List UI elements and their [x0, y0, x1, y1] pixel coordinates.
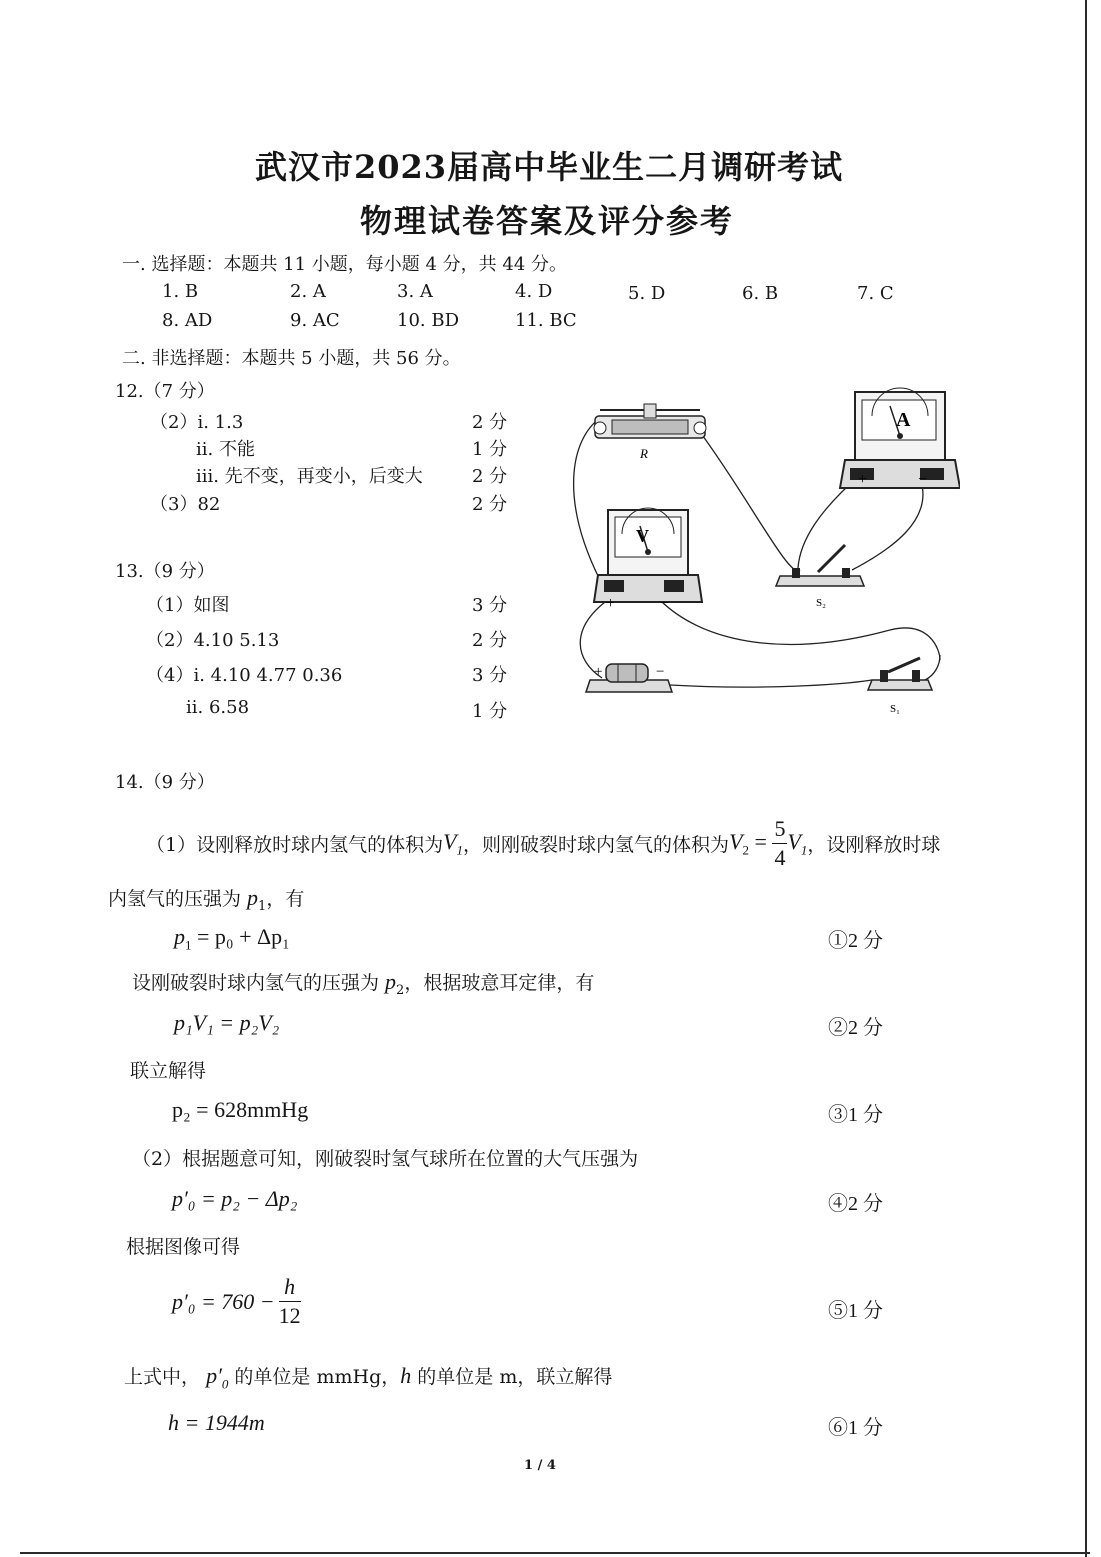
q12-row-label: （3）82 — [150, 494, 221, 515]
q13-row-score: 3 分 — [472, 595, 508, 616]
q13-row-label: （4）i. 4.10 4.77 0.36 — [146, 665, 343, 686]
q14-text3: 联立解得 — [130, 1060, 207, 1082]
switch-s1-label: S₁ — [890, 703, 900, 715]
mc-answer-8: 8. AD — [162, 310, 213, 331]
q12-row-label: （2）i. 1.3 — [150, 412, 244, 433]
var-v1: $V_1$ — [787, 828, 808, 858]
q13-row-label: （2）4.10 5.13 — [146, 630, 280, 651]
q13-row-label: ii. 6.58 — [186, 697, 250, 718]
equation-5: p′₀ = 760 − $\frac{h}{12}$ — [172, 1274, 301, 1328]
q12-row-score: 2 分 — [472, 412, 508, 433]
voltmeter-icon — [594, 508, 702, 602]
mark-5: ⑤1 分 — [828, 1300, 883, 1322]
rheostat-icon — [594, 404, 706, 438]
equation-1: $p_1 = p_0 + \Delta p_1$ — [174, 924, 290, 953]
mc-answer-2: 2. A — [290, 281, 326, 302]
ammeter-minus: − — [918, 471, 928, 488]
mc-answer-5: 5. D — [628, 283, 666, 304]
battery-minus: − — [656, 664, 665, 680]
fraction-5-4: $\frac{5}{4}$ — [774, 816, 786, 870]
exam-subtitle: 物理试卷答案及评分参考 — [360, 202, 735, 240]
q14-text4: （2）根据题意可知，刚破裂时氢气球所在位置的大气压强为 — [132, 1148, 639, 1170]
equation-3: p₂ = 628mmHg — [172, 1097, 309, 1122]
equation-4: p′₀ = p₂ − Δp₂ — [172, 1186, 298, 1211]
voltmeter-label: V — [636, 526, 649, 546]
voltmeter-plus: + — [606, 595, 616, 612]
mark-4: ④2 分 — [828, 1193, 883, 1215]
q12-title: 12.（7 分） — [115, 381, 215, 402]
mc-answer-6: 6. B — [742, 283, 779, 304]
q14-intro-line — [146, 818, 940, 869]
equation-2: p₁V₁ = p₂V₂ — [174, 1010, 280, 1035]
circuit-diagram — [560, 380, 960, 720]
mark-1: ①2 分 — [828, 930, 883, 952]
page-number: 1 / 4 — [524, 1458, 556, 1473]
mc-answer-3: 3. A — [397, 281, 433, 302]
q13-row-score: 3 分 — [472, 665, 508, 686]
mark-3: ③1 分 — [828, 1104, 883, 1126]
q13-row-score: 1 分 — [472, 701, 508, 722]
q14-title: 14.（9 分） — [115, 772, 215, 793]
q14-intro-b: ，则刚破裂时球内氢气的体积为 — [463, 834, 730, 856]
q12-row-score: 1 分 — [472, 439, 508, 460]
fraction-h-12: $\frac{h}{12}$ — [278, 1274, 301, 1328]
q13-row-score: 2 分 — [472, 630, 508, 651]
voltmeter-minus: − — [660, 595, 670, 612]
var-v1: $V_1$ — [443, 828, 464, 858]
q13-row-label: （1）如图 — [146, 595, 230, 616]
q14-text5: 根据图像可得 — [126, 1236, 241, 1258]
scan-edge-right — [1085, 0, 1087, 1557]
mark-2: ②2 分 — [828, 1017, 883, 1039]
scan-edge-bottom — [20, 1552, 1090, 1554]
exam-title: 武汉市2023届高中毕业生二月调研考试 — [255, 148, 844, 186]
mc-answer-4: 4. D — [515, 281, 553, 302]
switch-s1-icon — [868, 658, 932, 690]
q14-intro-a: （1）设刚释放时球内氢气的体积为 — [146, 834, 444, 856]
q12-row-score: 2 分 — [472, 494, 508, 515]
mc-answer-10: 10. BD — [397, 310, 460, 331]
battery-plus: + — [594, 664, 603, 680]
mc-answer-1: 1. B — [162, 281, 199, 302]
section1-heading: 一. 选择题：本题共 11 小题，每小题 4 分，共 44 分。 — [122, 254, 568, 275]
q12-row-label: ii. 不能 — [196, 439, 255, 460]
section2-heading: 二. 非选择题：本题共 5 小题，共 56 分。 — [122, 348, 461, 369]
mc-answer-7: 7. C — [857, 283, 894, 304]
rheostat-label: R — [640, 446, 648, 461]
mark-6: ⑥1 分 — [828, 1417, 883, 1439]
q14-text6-line: 上式中， $p'_0$ 的单位是 mmHg，h 的单位是 m，联立解得 — [124, 1363, 613, 1392]
ammeter-plus: + — [858, 471, 868, 488]
mc-answer-9: 9. AC — [290, 310, 340, 331]
eq-v2: $V_2$ = — [729, 828, 773, 858]
q14-intro-c: ，设刚释放时球 — [807, 834, 941, 856]
q12-row-score: 2 分 — [472, 466, 508, 487]
ammeter-label: A — [896, 409, 911, 431]
mc-answer-11: 11. BC — [515, 310, 577, 331]
q13-title: 13.（9 分） — [115, 561, 215, 582]
q14-text2-line: 设刚破裂时球内氢气的压强为 $p_2$，根据玻意耳定律，有 — [132, 969, 595, 998]
equation-6: h = 1944m — [168, 1410, 265, 1435]
q12-row-label: iii. 先不变，再变小，后变大 — [196, 466, 423, 487]
q14-intro2-line: 内氢气的压强为 $p_1$，有 — [108, 885, 305, 914]
switch-s2-label: S₂ — [816, 597, 826, 609]
